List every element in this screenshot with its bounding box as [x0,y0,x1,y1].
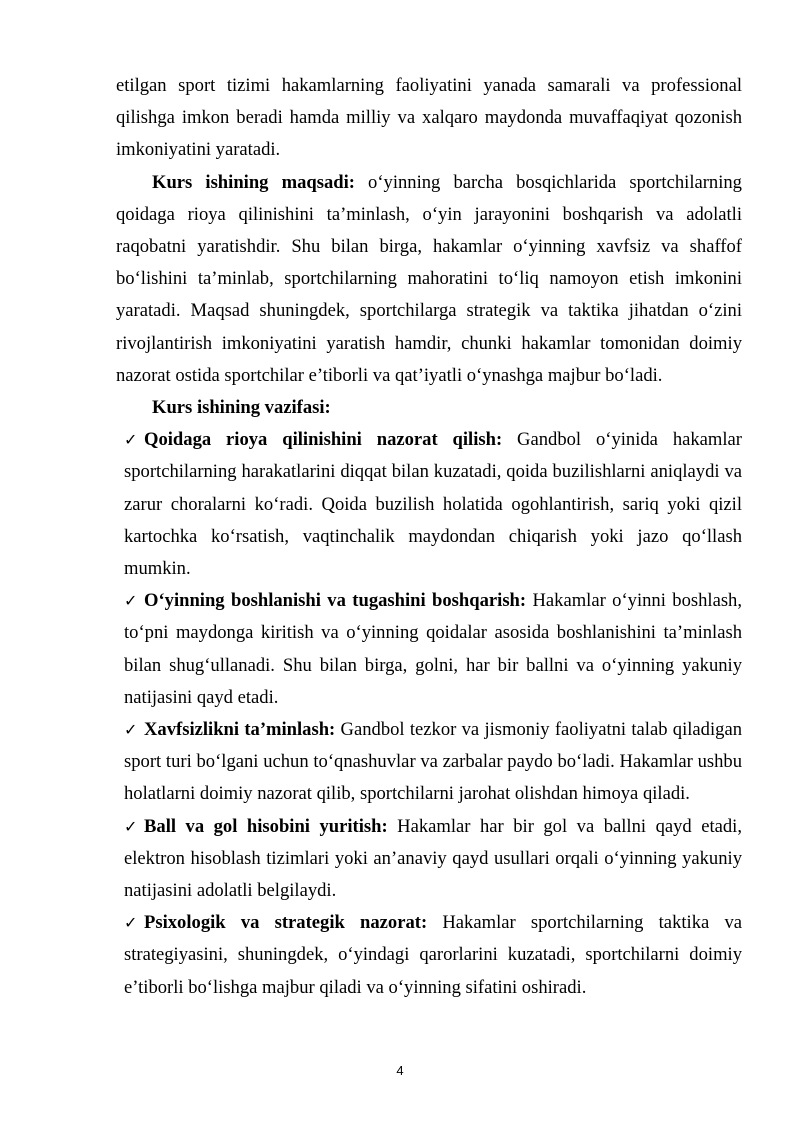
goal-paragraph [116,167,742,392]
list-item-text: Hakamlar o‘yinni boshlash, to‘pni maydonga kiritish va o‘yinning qoidalar asosida boshlanishini ta’minlash bilan shug‘ullanadi. Shu bilan birga, golni, har bir ballni va o‘yinning yakuniy natijasini qayd etadi. [124,590,742,708]
page-body [116,70,742,1004]
list-item [116,811,742,908]
list-item-label: Ball va gol hisobini yuritish: [144,815,388,837]
intro-paragraph: etilgan sport tizimi hakamlarning faoliyatini yanada samarali va professional qilishga imkon beradi hamda milliy va xalqaro maydonda muvaffaqiyat qozonish imkoniyatini yaratadi. [116,75,742,161]
checkmark-icon: ✓ [124,913,138,933]
list-item [116,424,742,585]
list-item [116,907,742,1004]
list-item-text: Hakamlar sportchilarning taktika va strategiyasini, shuningdek, o‘yindagi qarorlarini kuzatadi, sportchilarni doimiy e’tiborli bo‘lishga majbur qiladi va o‘yinning sifatini oshiradi. [124,912,742,998]
list-item-text: Gandbol tezkor va jismoniy faoliyatni talab qiladigan sport turi bo‘lgani uchun to‘qnashuvlar va zarbalar paydo bo‘ladi. Hakamlar ushbu holatlarni doimiy nazorat qilib, sportchilarni jarohat olishdan himoya qiladi. [124,719,742,805]
list-item-label: O‘yinning boshlanishi va tugashini boshqarish: [144,590,527,612]
list-item-label: Psixologik va strategik nazorat: [144,912,428,934]
list-item-label: Xavfsizlikni ta’minlash: [144,719,336,741]
checkmark-icon: ✓ [124,720,138,740]
checkmark-icon: ✓ [124,430,138,450]
goal-text: o‘yinning barcha bosqichlarida sportchilarning qoidaga rioya qilinishini ta’minlash, o‘yin jarayonini boshqarish va adolatli raqobatni yaratishdir. Shu bilan birga, hakamlar o‘yinning xavfsiz va shaffof bo‘lishini ta’minlab, sportchilarning mahoratini to‘liq namoyon etish imkonini yaratadi. Maqsad shuningdek, sportchilarga strategik va taktika jihatdan o‘zini rivojlantirish imkoniyatini yaratish hamdir, chunki hakamlar tomonidan doimiy nazorat ostida sportchilar e’tiborli va qat’iyatli o‘ynashga majbur bo‘ladi. [116,171,742,386]
list-item [116,585,742,714]
page-number: 4 [396,1063,404,1078]
list-item-text: Hakamlar har bir gol va ballni qayd etadi, elektron hisoblash tizimlari yoki an’anaviy qayd usullari orqali o‘yinning yakuniy natijasini adolatli belgilaydi. [124,815,742,902]
list-item [116,714,742,811]
tasks-heading: Kurs ishining vazifasi: [152,397,331,419]
goal-label: Kurs ishining maqsadi: [152,171,355,193]
checkmark-icon: ✓ [124,816,138,836]
list-item-text: Gandbol o‘yinida hakamlar sportchilarning harakatlarini diqqat bilan kuzatadi, qoida buzilishlarni aniqlaydi va zarur choralarni ko‘radi. Qoida buzilish holatida ogohlantirish, sariq yoki qizil kartochka ko‘rsatish, vaqtinchalik maydondan chiqarish yoki jazo qo‘llash mumkin. [124,429,742,580]
checkmark-icon: ✓ [124,591,138,611]
list-item-label: Qoidaga rioya qilinishini nazorat qilish: [144,429,503,451]
